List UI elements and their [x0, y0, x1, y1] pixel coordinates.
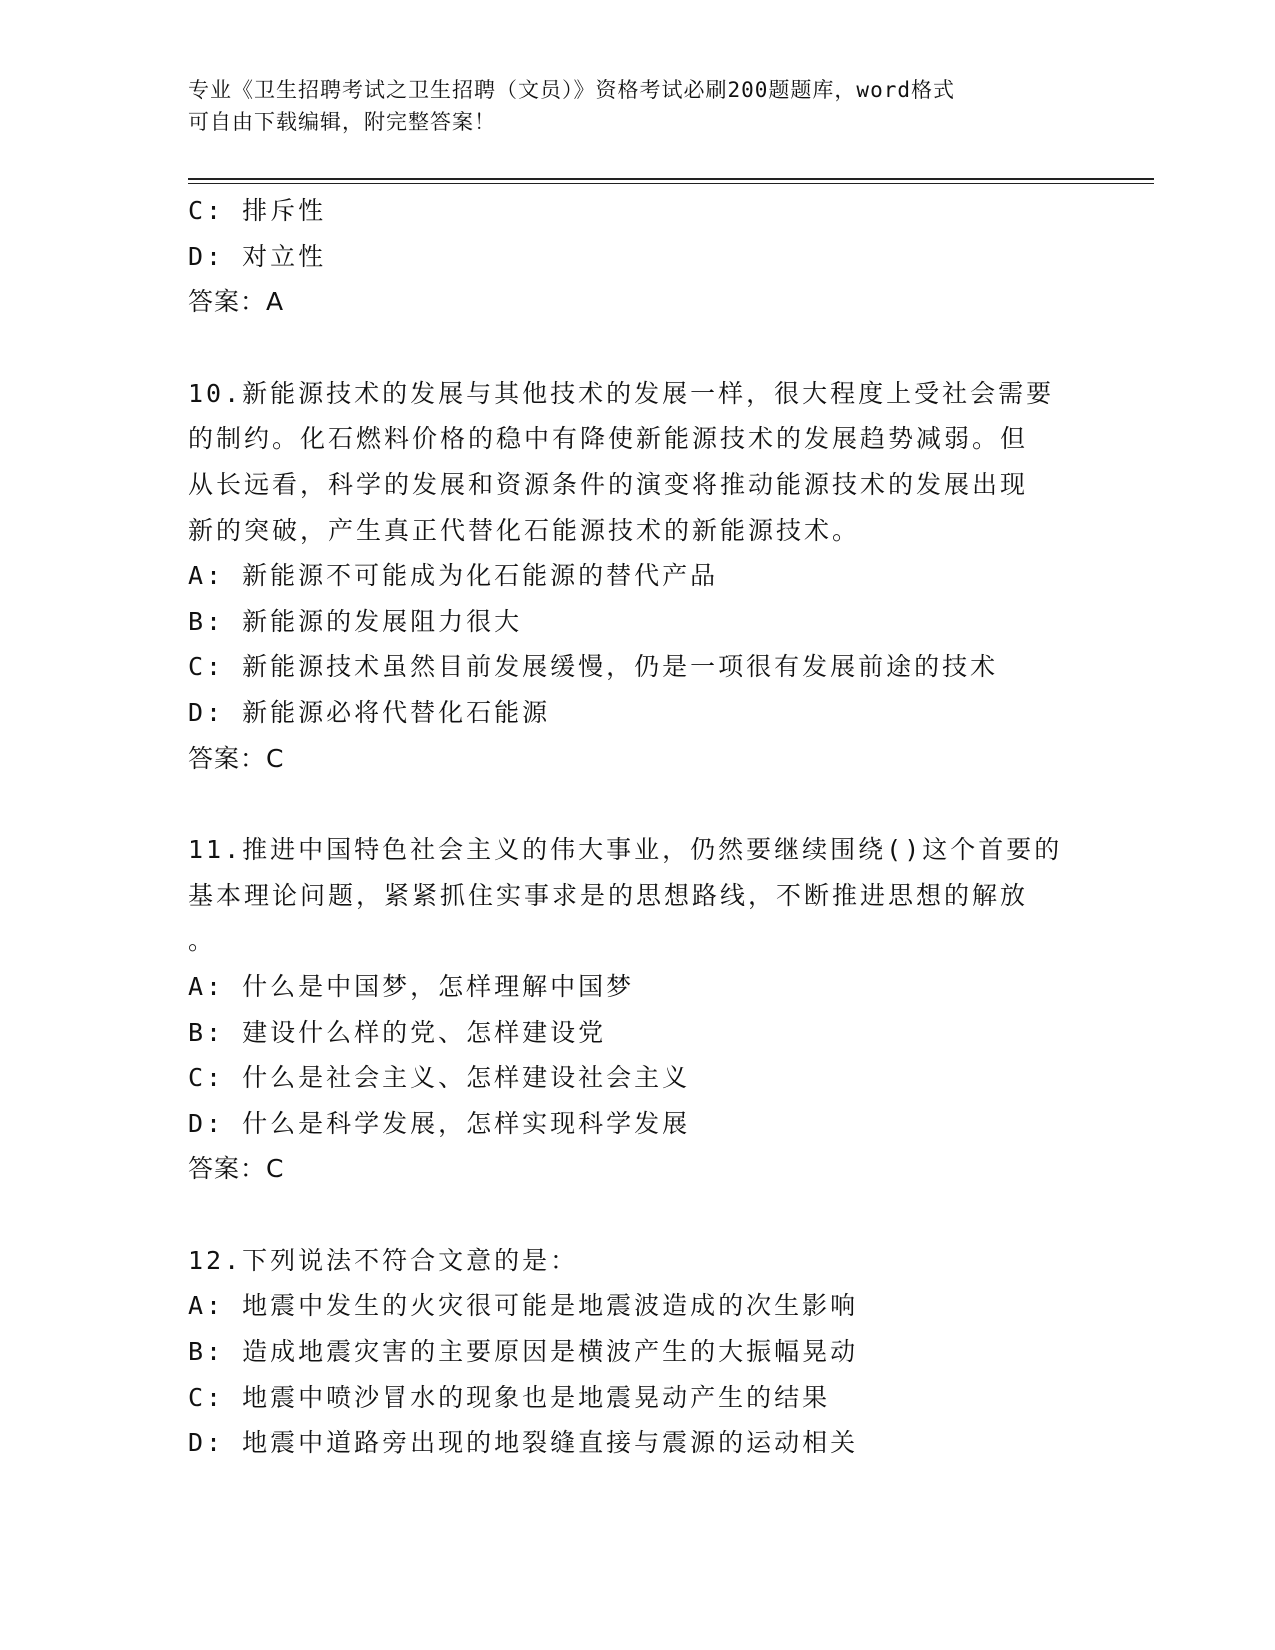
question-12 [188, 1238, 1088, 1466]
question-stem-line: 12.下列说法不符合文意的是： [188, 1245, 579, 1275]
option-a: A: 什么是中国梦，怎样理解中国梦 [188, 971, 635, 1001]
question-stem-line: 基本理论问题，紧紧抓住实事求是的思想路线，不断推进思想的解放 [188, 880, 1029, 910]
question-stem-line: 从长远看，科学的发展和资源条件的演变将推动能源技术的发展出现 [188, 469, 1029, 499]
question-spacer [188, 781, 1088, 827]
option-c: C: 地震中喷沙冒水的现象也是地震晃动产生的结果 [188, 1382, 831, 1412]
header-divider-thick [188, 178, 1154, 180]
option-d: D: 对立性 [188, 241, 327, 271]
option-c: C: 排斥性 [188, 196, 327, 225]
option-b: B: 造成地震灾害的主要原因是横波产生的大振幅晃动 [188, 1337, 859, 1367]
header-line-1: 专业《卫生招聘考试之卫生招聘（文员）》资格考试必刷200题题库，word格式 [188, 78, 955, 102]
answer-line: 答案：C [188, 1154, 285, 1184]
document-header [188, 74, 1088, 138]
question-stem-line: 的制约。化石燃料价格的稳中有降使新能源技术的发展趋势减弱。但 [188, 424, 1029, 454]
question-stem-line: 10.新能源技术的发展与其他技术的发展一样，很大程度上受社会需要 [188, 378, 1055, 408]
question-stem-line: 新的突破，产生真正代替化石能源技术的新能源技术。 [188, 515, 861, 545]
option-c: C: 新能源技术虽然目前发展缓慢，仍是一项很有发展前途的技术 [188, 652, 999, 682]
option-a: A: 地震中发生的火灾很可能是地震波造成的次生影响 [188, 1291, 859, 1321]
option-d: D: 地震中道路旁出现的地裂缝直接与震源的运动相关 [188, 1428, 859, 1458]
question-spacer [188, 325, 1088, 371]
question-stem-line: 。 [188, 926, 217, 956]
header-divider-thin [188, 183, 1154, 184]
question-10 [188, 371, 1088, 781]
answer-line: 答案：A [188, 287, 285, 317]
question-list [188, 188, 1088, 1466]
question-spacer [188, 1192, 1088, 1238]
option-b: B: 新能源的发展阻力很大 [188, 606, 523, 636]
option-a: A: 新能源不可能成为化石能源的替代产品 [188, 561, 719, 591]
option-d: D: 什么是科学发展，怎样实现科学发展 [188, 1108, 691, 1138]
answer-line: 答案：C [188, 743, 285, 773]
header-line-2: 可自由下载编辑，附完整答案！ [188, 110, 496, 134]
question-9-tail [188, 188, 1088, 325]
question-11 [188, 827, 1088, 1192]
option-c: C: 什么是社会主义、怎样建设社会主义 [188, 1063, 691, 1093]
option-d: D: 新能源必将代替化石能源 [188, 697, 551, 727]
question-stem-line: 11.推进中国特色社会主义的伟大事业，仍然要继续围绕()这个首要的 [188, 835, 1063, 865]
option-b: B: 建设什么样的党、怎样建设党 [188, 1017, 607, 1047]
